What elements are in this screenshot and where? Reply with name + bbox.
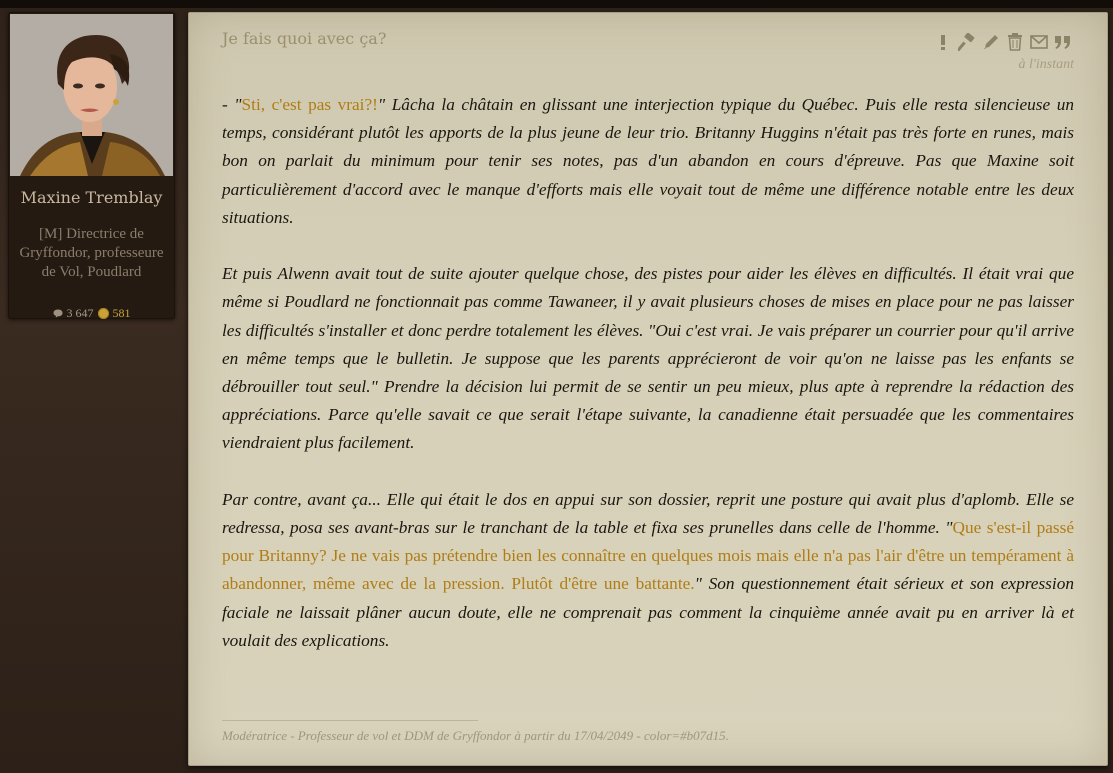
author-stats — [9, 306, 174, 321]
edit-icon[interactable] — [982, 33, 1000, 51]
points-coin-icon — [98, 308, 109, 319]
signature-divider — [222, 720, 478, 721]
dialogue-quote: Sti, c'est pas vrai?! — [241, 95, 378, 114]
moderate-icon[interactable] — [958, 33, 976, 51]
top-bar — [0, 0, 1113, 8]
post-timestamp: à l'instant — [1018, 57, 1074, 72]
post-content — [222, 91, 1074, 683]
message-count-icon — [53, 309, 63, 318]
author-name[interactable]: Maxine Tremblay — [20, 188, 163, 207]
message-count: 3 647 — [66, 306, 94, 320]
post-container — [188, 12, 1108, 766]
points-count: 581 — [112, 306, 131, 320]
avatar[interactable] — [10, 14, 173, 176]
paragraph-3: Par contre, avant ça... Elle qui était le dos en appui sur son dossier, reprit une posture qui avait plus d'aplomb. Elle se redressa, posa ses avant-bras sur le tranchant de la table et fixa ses prunelles dans celle de l'homme. "Que s'est-il passé pour Britanny? Je ne vais pas prétendre bien les connaître en quelques mois mais elle n'a pas l'air d'être un tempérament à abandonner, même avec de la pression. Plutôt d'être une battante." Son questionnement était sérieux et son expression faciale ne laissait plâner aucun doute, elle ne comprenait pas comment la cinquième année avait pu en arriver là et voulait des explications. — [222, 489, 1075, 650]
post-signature: Modératrice - Professeur de vol et DDM de Gryffondor à partir du 17/04/2049 - color=#b07d15. — [222, 728, 729, 743]
author-rank: [M] Directrice de Gryffondor, professeure de Vol, Poudlard — [19, 226, 164, 280]
author-profile-card — [8, 12, 175, 319]
quote-icon[interactable] — [1054, 33, 1072, 51]
paragraph-1: - "Sti, c'est pas vrai?!" Lâcha la châtain en glissant une interjection typique du Québec. Puis elle resta silencieuse un temps, considérant plutôt les apports de la plus jeune de leur trio. Britanny Huggins n'était pas très forte en runes, mais bon on parlait du minimum pour tenir ses notes, pas d'un abandon en cours d'épreuve. Pas que Maxine soit particulièrement d'accord avec le manque d'efforts mais elle voyait tout de même une différence notable entre les deux situations. — [222, 95, 1074, 227]
post-title[interactable]: Je fais quoi avec ça? — [222, 29, 387, 48]
paragraph-2: Et puis Alwenn avait tout de suite ajouter quelque chose, des pistes pour aider les élèves en difficultés. Il était vrai que même si Poudlard ne fonctionnait pas comme Tawaneer, il y avait plusieurs choses de mises en place pour ne pas laisser les difficultés s'installer et donc perdre totalement les élèves. "Oui c'est vrai. Je vais préparer un courrier pour qu'il arrive en même temps que le bulletin. Je suppose que les parents apprécieront de voir qu'on ne laisse pas les enfants se débrouiller tout seul." Prendre la décision lui permit de se sentir un peu mieux, plus apte à reprendre la rédaction des appréciations. Parce qu'elle savait ce que serait l'étape suivante, la canadienne était persuadée que les commentaires viendraient plus facilement. — [222, 264, 1074, 453]
delete-icon[interactable] — [1006, 33, 1024, 51]
report-icon[interactable] — [934, 33, 952, 51]
mail-icon[interactable] — [1030, 33, 1048, 51]
dialogue-quote: Que s'est-il passé pour Britanny? Je ne vais pas prétendre bien les connaître en quelques mois mais elle n'a pas l'air d'être un tempérament à abandonner, même avec de la pression. Plutôt d'être une battante. — [222, 518, 1075, 594]
post-actions — [934, 33, 1072, 51]
